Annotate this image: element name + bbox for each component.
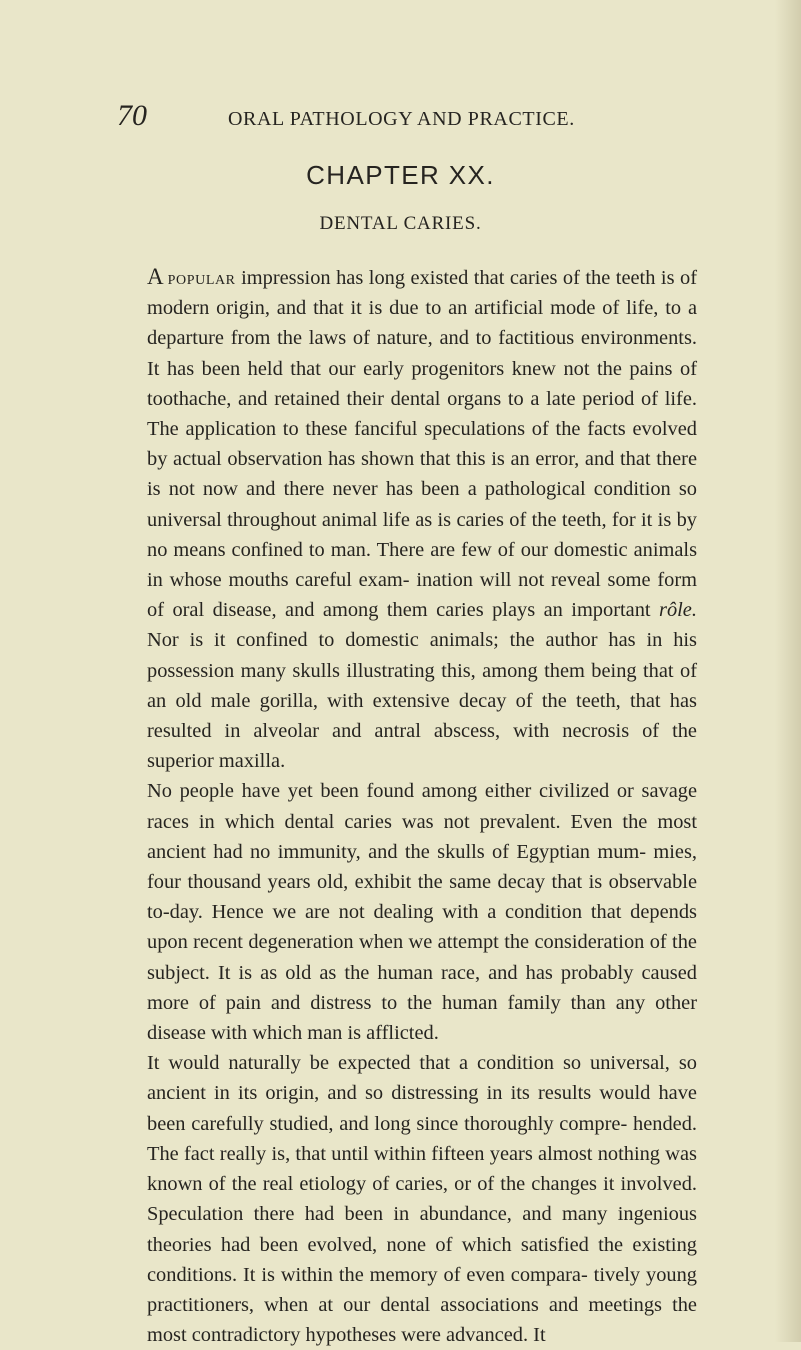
text-line: of life, to a departure from the laws of nature, and to factitious: [147, 297, 697, 350]
text-line: this, among them being that of an old male gorilla, with extensive: [147, 659, 698, 712]
text-line: than any other disease with which man is afflicted.: [147, 991, 697, 1045]
text-line: meetings the most contradictory hypotheses were advanced. It: [147, 1293, 697, 1347]
text-line: it involved. Speculation there had been in abundance, and many: [147, 1173, 697, 1226]
text-line: Nor is it confined to domestic: [147, 629, 419, 652]
text-line: is an error, and that there is not now and there never has been: [147, 448, 697, 501]
text-line: animals; the author has in his possession many skulls illustrating: [147, 629, 697, 682]
text-line: consideration of the subject. It is as old as the human race, and: [147, 931, 697, 984]
paragraph-3: [117, 1048, 697, 1350]
text-line: has probably caused more of pain and distress to the human family: [147, 961, 697, 1014]
text-line: that depends upon recent degeneration when we attempt the: [147, 901, 697, 954]
text-line: existing conditions. It is within the memory of even compara-: [147, 1233, 697, 1286]
text-line: observable to-day. Hence we are not dealing with a condition: [147, 871, 697, 924]
text-line: It would naturally be expected that a condition so universal,: [147, 1052, 670, 1075]
body-text: [117, 262, 697, 1350]
text-line: is caries of the teeth, for it is by no means confined to man. There: [147, 508, 697, 561]
text-line: so ancient in its origin, and so distressing in its results would: [147, 1052, 697, 1105]
italic-term: rôle.: [659, 599, 697, 622]
chapter-title: CHAPTER XX.: [306, 160, 495, 190]
text-line: hended. The fact really is, that until within fifteen years almost: [147, 1112, 697, 1165]
text-line: ingenious theories had been evolved, none of which satisfied the: [147, 1203, 697, 1256]
text-line: caries plays an important: [436, 599, 651, 622]
text-line: decay of the teeth, that has resulted in alveolar and antral abscess,: [147, 689, 697, 743]
text-line: teeth is of modern origin, and that it is due to an artificial mode: [147, 267, 697, 320]
text-line: tively young practitioners, when at our dental associations and: [147, 1263, 697, 1316]
text-line: mies, four thousand years old, exhibit the same decay that is: [147, 840, 697, 894]
text-line: environments. It has been held that our early progenitors knew: [147, 327, 697, 380]
running-head: [117, 101, 717, 137]
running-title: ORAL PATHOLOGY AND PRACTICE.: [228, 108, 575, 130]
page-edge-shadow: [775, 0, 801, 1342]
text-line: are few of our domestic animals in whose mouths careful exam-: [147, 538, 698, 592]
text-line: ination will not reveal some form of oral disease, and among them: [147, 569, 697, 622]
text-line: a late period of life. The application to these fanciful speculations: [147, 387, 698, 441]
section-title: DENTAL CARIES.: [319, 213, 482, 234]
text-line: nothing was known of the real etiology of caries, or of the changes: [147, 1142, 697, 1196]
text-line: No people have yet been found among either civilized or: [147, 780, 634, 803]
text-line: with necrosis of the superior maxilla.: [147, 720, 697, 773]
text-line: impression has long existed that caries of the: [241, 267, 611, 289]
drop-letter: A: [147, 264, 164, 289]
paragraph-2: [117, 776, 697, 1048]
text-line: have been carefully studied, and long since thoroughly compre-: [147, 1082, 697, 1135]
lead-word: popular: [167, 267, 236, 289]
page-number: 70: [117, 99, 147, 132]
text-line: not the pains of toothache, and retained their dental organs to: [147, 357, 697, 410]
text-line: a pathological condition so universal throughout animal life as: [147, 478, 697, 531]
text-line: of the facts evolved by actual observation has shown that this: [147, 418, 697, 471]
text-line: savage races in which dental caries was not prevalent. Even the: [147, 780, 697, 833]
text-line: most ancient had no immunity, and the skulls of Egyptian mum-: [147, 810, 697, 863]
paragraph-1: [117, 262, 697, 776]
